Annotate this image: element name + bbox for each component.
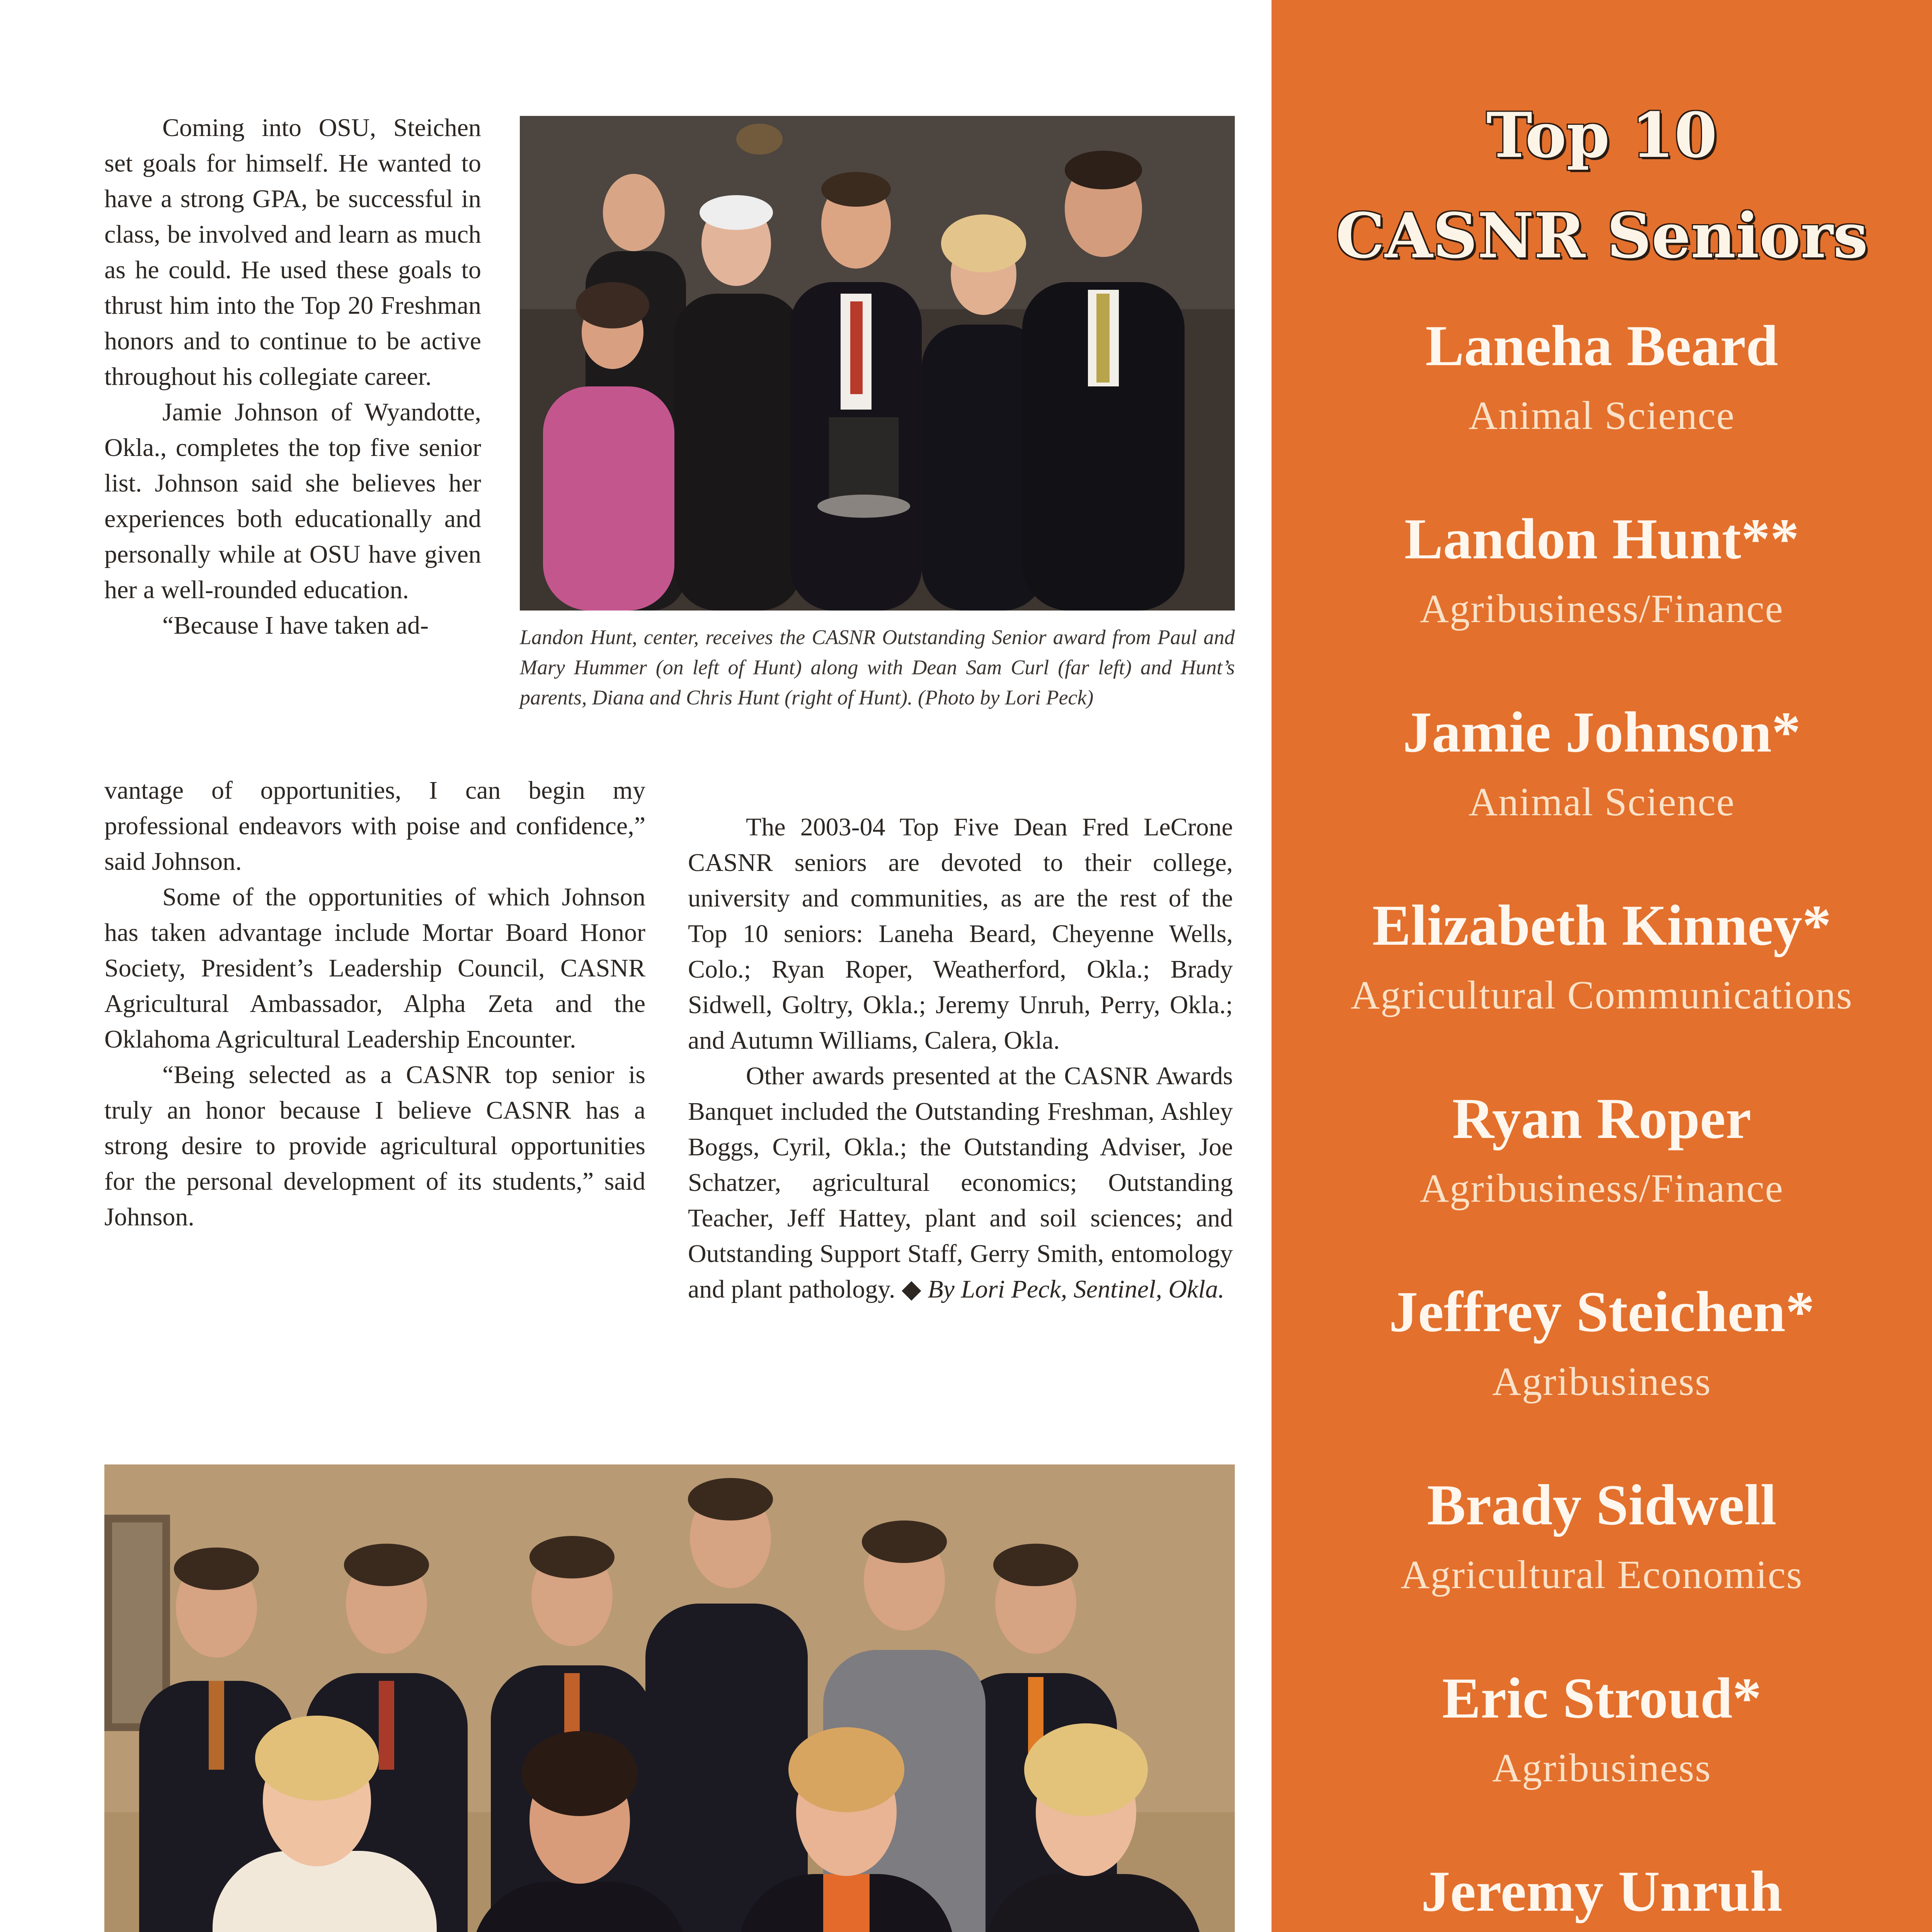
award-photo — [520, 116, 1235, 611]
article-paragraph: Coming into OSU, Steichen set goals for himself. He wanted to have a strong GPA, be successful in class, be involved and learn as much as he could. He used these goals to thrust him into the Top 20 Freshman honors and to continue to be active throughout his collegiate career. — [104, 114, 481, 391]
top10-sidebar — [1272, 0, 1932, 1932]
article-column-left-bottom — [104, 773, 645, 1235]
article-paragraph — [688, 1058, 1233, 1307]
senior-name: Elizabeth Kinney* — [1372, 893, 1832, 957]
group-photo — [104, 1464, 1235, 1932]
award-photo-caption: Landon Hunt, center, receives the CASNR Outstanding Senior award from Paul and Mary Hummer (on left of Hunt) along with Dean Sam Curl (far left) and Hunt’s parents, Diana and Chris Hunt (right of Hunt). (Photo by Lori Peck) — [520, 626, 1235, 709]
article-column-left-top — [104, 110, 481, 643]
senior-name: Jeremy Unruh — [1421, 1859, 1782, 1923]
senior-name: Jamie Johnson* — [1403, 700, 1801, 764]
senior-name: Laneha Beard — [1425, 314, 1778, 378]
sidebar-title-line1: Top 10 — [1486, 99, 1718, 172]
senior-major: Animal Science — [1468, 780, 1735, 824]
group-photo-illustration — [104, 1464, 1235, 1932]
end-mark-icon: ◆ — [901, 1275, 921, 1303]
article-paragraph: “Being selected as a CASNR top senior is truly an honor because I believe CASNR has a strong desire to provide agricultural opportunities for the personal development of its students,” said Johnson. — [104, 1061, 645, 1231]
senior-major: Agricultural Communications — [1351, 973, 1853, 1017]
sidebar-title-line2: CASNR Seniors — [1335, 199, 1868, 272]
senior-major: Agribusiness/Finance — [1420, 587, 1784, 631]
article-paragraph: Some of the opportunities of which Johnson has taken advantage include Mortar Board Honor Society, President’s Leadership Council, CASNR Agricultural Ambassador, Alpha Zeta and the Oklahoma Agricultural Leadership Encounter. — [104, 883, 645, 1053]
byline: By Lori Peck, Sentinel, Okla. — [928, 1275, 1225, 1303]
article-paragraph: “Because I have taken ad- — [162, 611, 429, 639]
senior-name: Ryan Roper — [1452, 1087, 1752, 1151]
senior-major: Agribusiness — [1492, 1746, 1712, 1790]
senior-major: Animal Science — [1468, 393, 1735, 438]
article-paragraph-text: Other awards presented at the CASNR Awards Banquet included the Outstanding Freshman, Ashley Boggs, Cyril, Okla.; the Outstanding Adviser, Joe Schatzer, agricultural economics; Outstanding Teacher, Jeff Hattey, plant and soil sciences; and Outstanding Support Staff, Gerry Smith, entomology and plant pathology. — [688, 1062, 1233, 1303]
senior-name: Brady Sidwell — [1427, 1473, 1777, 1537]
article-paragraph: The 2003-04 Top Five Dean Fred LeCrone CASNR seniors are devoted to their college, university and communities, as are the rest of the Top 10 seniors: Laneha Beard, Cheyenne Wells, Colo.; Ryan Roper, Weatherford, Okla.; Brady Sidwell, Goltry, Okla.; Jeremy Unruh, Perry, Okla.; and Autumn Williams, Calera, Okla. — [688, 813, 1233, 1054]
senior-major: Agribusiness — [1492, 1359, 1712, 1404]
award-photo-illustration — [520, 116, 1235, 611]
senior-name: Landon Hunt** — [1404, 507, 1799, 571]
senior-name: Jeffrey Steichen* — [1389, 1280, 1815, 1344]
senior-major: Agricultural Economics — [1401, 1553, 1803, 1597]
article-column-right — [688, 810, 1233, 1307]
article-paragraph: vantage of opportunities, I can begin my professional endeavors with poise and confidence,” said Johnson. — [104, 776, 645, 876]
article-paragraph: Jamie Johnson of Wyandotte, Okla., completes the top five senior list. Johnson said she believes her experiences both educationally and personally while at OSU have given her a well-rounded education. — [104, 398, 481, 604]
senior-major: Agribusiness/Finance — [1420, 1166, 1784, 1211]
senior-name: Eric Stroud* — [1442, 1666, 1762, 1730]
